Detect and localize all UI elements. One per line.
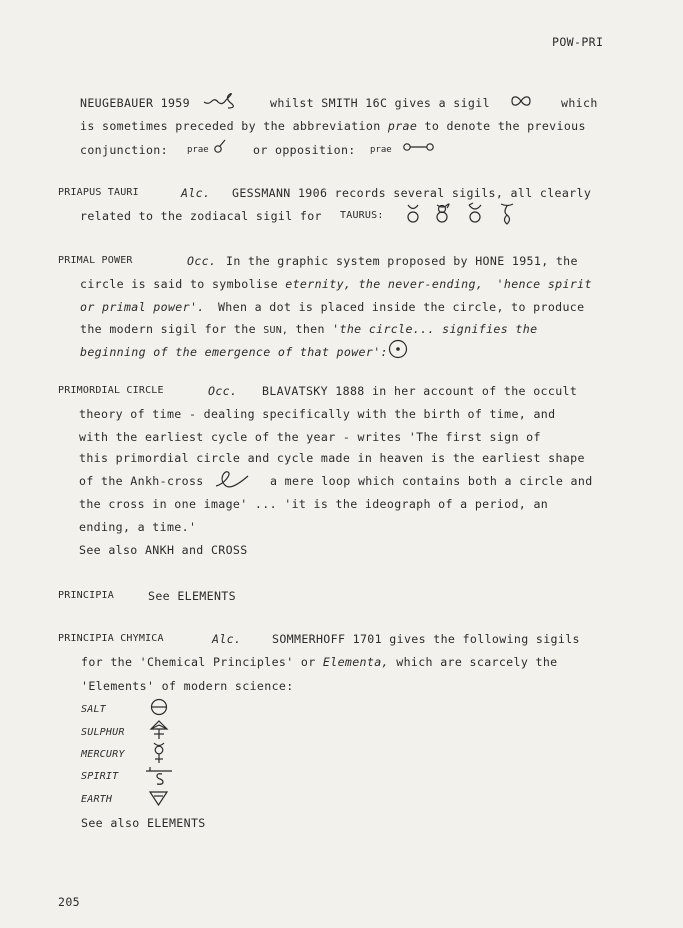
text-line: NEUGEBAUER 1959	[80, 96, 190, 110]
italic-quote: 'hence spirit	[496, 277, 592, 291]
text-line: the cross in one image' ... 'it is the ideograph of a period, an	[79, 497, 549, 511]
opposition-sigil-icon	[402, 142, 436, 152]
text-line: When a dot is placed inside the circle, to produce	[217, 300, 585, 314]
principle-mercury-label: MERCURY	[81, 749, 125, 760]
italic-quote: eternity, the never-ending,	[285, 277, 484, 291]
text-line: whilst SMITH 16C gives a sigil	[270, 96, 490, 110]
text-line: of the Ankh-cross	[79, 474, 204, 488]
text-line: a mere loop which contains both a circle and	[270, 474, 593, 488]
text-line: ending, a time.'	[79, 520, 197, 534]
salt-sigil-icon	[150, 698, 170, 718]
text-line: which are scarcely the	[396, 655, 558, 669]
text-line: for the 'Chemical Principles' or	[81, 655, 316, 669]
text-line: TAURUS:	[340, 210, 384, 221]
page-number: 205	[58, 895, 80, 909]
prae-label: prae	[370, 145, 392, 155]
entry-tag: Alc.	[212, 632, 242, 646]
text-line: SOMMERHOFF 1701 gives the following sigils	[272, 632, 580, 646]
text-line: conjunction:	[80, 143, 168, 157]
sun-sigil-icon	[388, 339, 410, 361]
principle-sulphur-label: SULPHUR	[81, 727, 125, 738]
text-line: BLAVATSKY 1888 in her account of the occult	[262, 384, 578, 398]
spirit-sigil-icon	[144, 764, 174, 786]
text-line: GESSMANN 1906 records several sigils, all clearly	[232, 186, 592, 200]
text-line: with the earliest cycle of the year - writes 'The first sign of	[79, 430, 541, 444]
text-line: 'Elements' of modern science:	[81, 679, 294, 693]
text-line: In the graphic system proposed by HONE 1951, the	[226, 254, 578, 268]
text-line: SUN,	[263, 325, 289, 336]
text-line: which	[561, 96, 598, 110]
running-head: POW-PRI	[552, 35, 604, 49]
text-line: theory of time - dealing specifically with the birth of time, and	[79, 407, 556, 421]
text-line: is sometimes preceded by the abbreviation	[80, 119, 381, 133]
ankh-loop-sigil-icon	[214, 470, 250, 490]
infinity-sigil-icon	[511, 95, 531, 107]
text-line: this primordial circle and cycle made in heaven is the earliest shape	[79, 451, 585, 465]
text-line: to denote the previous	[424, 119, 586, 133]
entry-heading: PRINCIPIA CHYMICA	[58, 633, 164, 644]
taurus-sigils-icon	[407, 203, 527, 227]
italic-term: Elementa,	[322, 655, 389, 669]
prae-label: prae	[187, 145, 209, 155]
entry-heading: PRIAPUS TAURI	[58, 187, 139, 198]
conjunction-sigil-icon	[213, 138, 227, 154]
italic-quote: or primal power'.	[80, 300, 205, 314]
principle-spirit-label: SPIRIT	[81, 771, 119, 782]
entry-heading: PRINCIPIA	[58, 590, 114, 601]
entry-heading: PRIMORDIAL CIRCLE	[58, 385, 164, 396]
entry-tag: Alc.	[181, 186, 211, 200]
entry-tag: Occ.	[208, 384, 238, 398]
italic-quote: 'the circle... signifies the	[332, 322, 538, 336]
earth-sigil-icon	[149, 791, 169, 807]
sulphur-sigil-icon	[148, 720, 170, 740]
entry-heading: PRIMAL POWER	[58, 255, 133, 266]
cross-reference: See also ANKH and CROSS	[79, 543, 248, 557]
text-line: or opposition:	[253, 143, 356, 157]
entry-tag: Occ.	[187, 254, 217, 268]
text-line: circle is said to symbolise	[80, 277, 278, 291]
cross-reference: See also ELEMENTS	[81, 816, 206, 830]
italic-term: prae	[387, 119, 418, 133]
principle-earth-label: EARTH	[81, 794, 113, 805]
text-line: related to the zodiacal sigil for	[80, 209, 322, 223]
text-line: the modern sigil for the	[80, 322, 256, 336]
mercury-sigil-icon	[150, 742, 168, 764]
cross-reference: See ELEMENTS	[148, 589, 236, 603]
neugebauer-sigil-icon	[202, 90, 238, 110]
principle-salt-label: SALT	[81, 704, 106, 715]
italic-quote: beginning of the emergence of that power':	[80, 345, 388, 359]
text-line: then	[295, 322, 325, 336]
